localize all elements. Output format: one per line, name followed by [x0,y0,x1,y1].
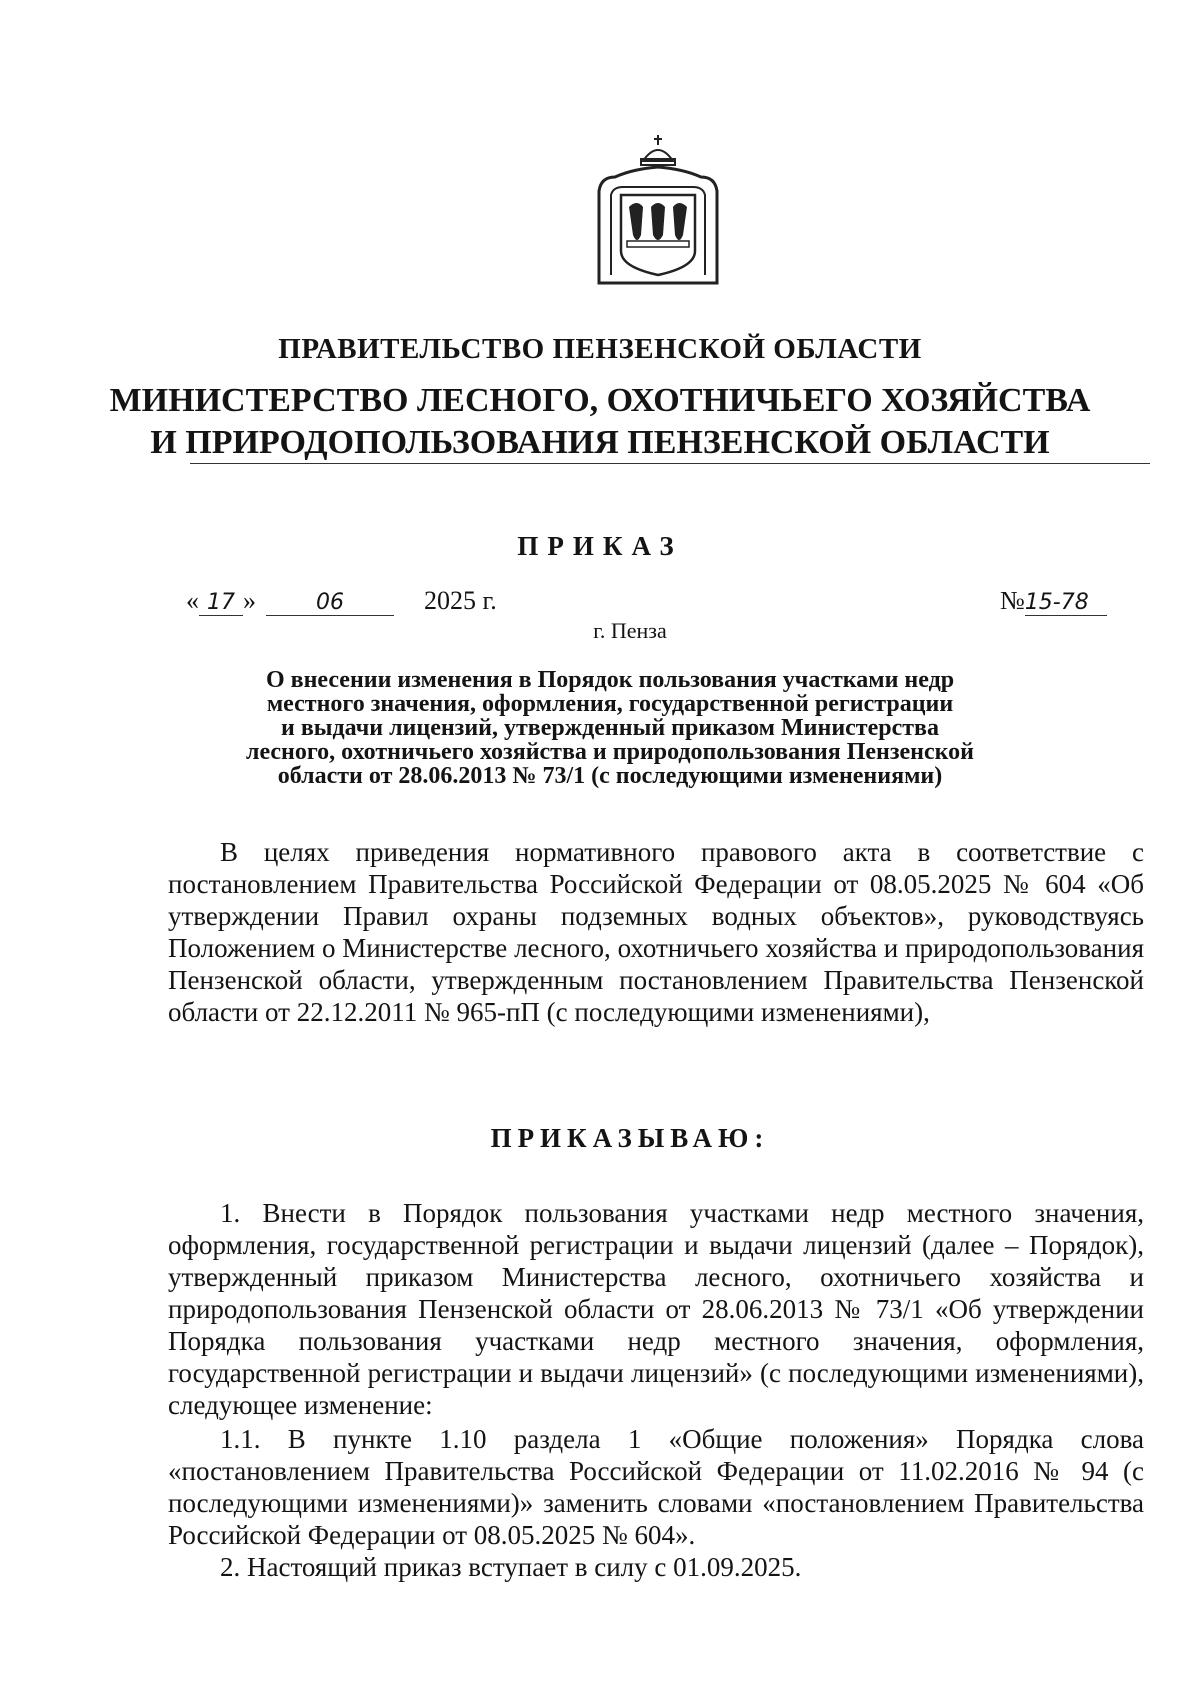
number-value: 15-78 [1025,591,1107,616]
item-1-paragraph: 1. Внести в Порядок пользования участками недр местного значения, оформления, государственной регистрации и выдачи лицензий (далее – Порядок), утвержденный приказом Министерства лесного, охотничьего хозяйства и природопользования Пензенской области от 28.06.2013 № 73/1 «Об утверждении Порядка пользования участками недр местного значения, оформления, государственной регистрации и выдачи лицензий» (с последующими изменениями), следующее изменение: [168,1198,1144,1420]
government-name: ПРАВИТЕЛЬСТВО ПЕНЗЕНСКОЙ ОБЛАСТИ [278,333,922,365]
ministry-name-line-2: И ПРИРОДОПОЛЬЗОВАНИЯ ПЕНЗЕНСКОЙ ОБЛАСТИ [150,424,1050,461]
document-city: г. Пенза [593,618,667,643]
document-date [186,586,497,616]
ministry-name [0,380,1200,464]
item-1-1-paragraph: 1.1. В пункте 1.10 раздела 1 «Общие положения» Порядка слова «постановлением Правительства Российской Федерации от 11.02.2016 № 94 (с последующими изменениями)» заменить словами «постановлением Правительства Российской Федерации от 08.05.2025 № 604». [168,1424,1144,1550]
date-day: 17 [199,591,243,616]
date-month: 06 [266,591,394,616]
document-title: О внесении изменения в Порядок пользования участками недр местного значения, оформления, государственной регистрации и выдачи лицензий, утвержденный приказом Министерства лесного, охотничьего хозяйства и природопользования Пензенской области от 28.06.2013 № 73/1 (с последующими изменениями) [245,667,974,789]
date-year: 2025 г. [424,586,497,615]
document-type: ПРИКАЗ [517,531,683,561]
preamble-paragraph: В целях приведения нормативного правового акта в соответствие с постановлением Правительства Российской Федерации от 08.05.2025 № 604 «Об утверждении Правил охраны подземных водных объектов», руководствуясь Положением о Министерстве лесного, охотничьего хозяйства и природопользования Пензенской области, утвержденным постановлением Правительства Пензенской области от 22.12.2011 № 965-пП (с последующими изменениями), [168,837,1144,1027]
date-close-quote: » [243,586,256,615]
decree-heading: ПРИКАЗЫВАЮ: [490,1123,770,1153]
date-open-quote: « [186,586,199,615]
document-number [1000,586,1107,616]
coat-of-arms-icon [593,133,723,285]
item-2-paragraph: 2. Настоящий приказ вступает в силу с 01.09.2025. [220,1552,802,1582]
number-prefix: № [1000,586,1025,615]
header-divider [190,463,1150,464]
ministry-name-line-1: МИНИСТЕРСТВО ЛЕСНОГО, ОХОТНИЧЬЕГО ХОЗЯЙСТВА [109,382,1091,419]
